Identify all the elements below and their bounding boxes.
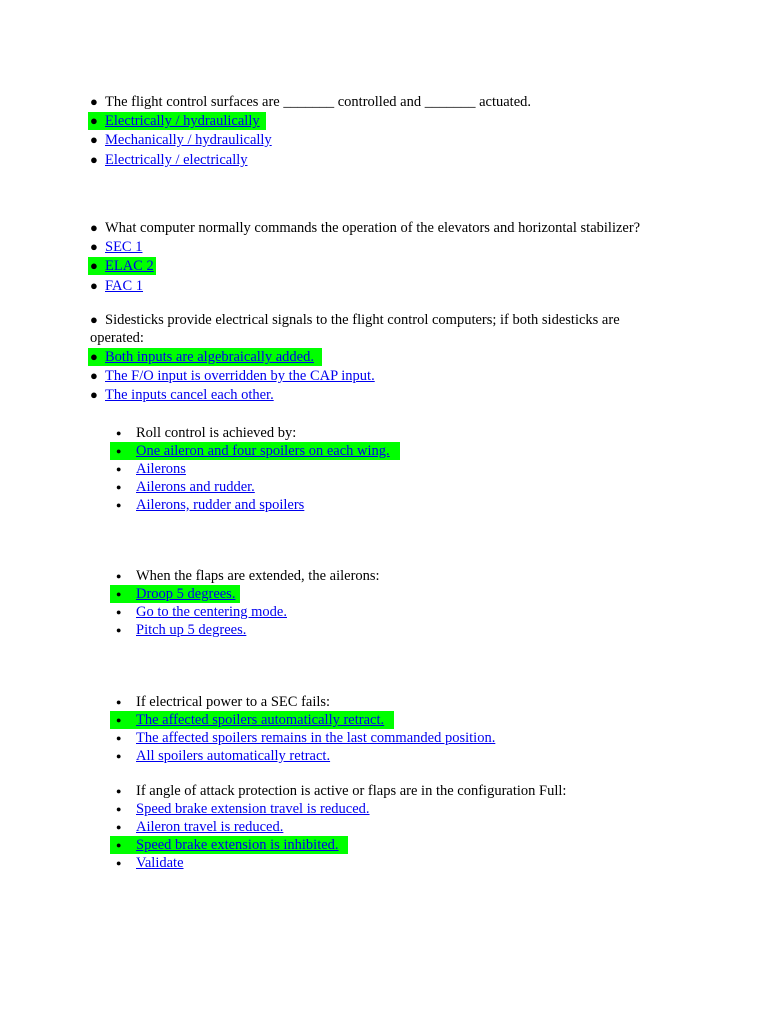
- question-3-text: Sidesticks provide electrical signals to the flight control computers; if both sidesticks are: [105, 312, 620, 328]
- question-1-text: The flight control surfaces are _______ controlled and _______ actuated.: [105, 94, 532, 110]
- answer-link[interactable]: Speed brake extension travel is reduced.: [136, 801, 370, 817]
- answer-link[interactable]: Ailerons, rudder and spoilers: [136, 497, 305, 513]
- answer-option[interactable]: [0, 729, 768, 747]
- answer-link[interactable]: Go to the centering mode.: [136, 604, 287, 620]
- bullet-icon: ●: [116, 804, 122, 814]
- bullet-icon: ●: [116, 428, 122, 438]
- answer-link[interactable]: Ailerons and rudder.: [136, 479, 255, 495]
- bullet-icon: ●: [116, 858, 122, 868]
- bullet-icon: ●: [116, 446, 122, 456]
- bullet-icon: ●: [116, 733, 122, 743]
- bullet-icon: ●: [90, 278, 98, 293]
- answer-link[interactable]: One aileron and four spoilers on each wing.: [136, 443, 390, 459]
- answer-option[interactable]: [0, 348, 768, 366]
- answer-option[interactable]: [0, 460, 768, 478]
- bullet-icon: ●: [90, 387, 98, 402]
- answer-option[interactable]: [0, 112, 768, 130]
- bullet-icon: ●: [116, 840, 122, 850]
- answer-option[interactable]: [0, 836, 768, 854]
- question-3-text-line2: operated:: [90, 330, 144, 346]
- question-4-text: Roll control is achieved by:: [136, 425, 297, 441]
- bullet-icon: ●: [90, 258, 98, 273]
- answer-link[interactable]: Both inputs are algebraically added.: [105, 349, 314, 365]
- answer-link[interactable]: Ailerons: [136, 461, 186, 477]
- answer-option[interactable]: [0, 711, 768, 729]
- answer-option[interactable]: [0, 131, 768, 149]
- question-7-text: If angle of attack protection is active or flaps are in the configuration Full:: [136, 783, 567, 799]
- answer-option[interactable]: [0, 151, 768, 169]
- bullet-icon: ●: [90, 220, 98, 235]
- answer-link[interactable]: Pitch up 5 degrees.: [136, 622, 247, 638]
- bullet-icon: ●: [90, 152, 98, 167]
- answer-link[interactable]: SEC 1: [105, 239, 143, 255]
- answer-option[interactable]: [0, 478, 768, 496]
- answer-option[interactable]: [0, 603, 768, 621]
- question-4: [0, 424, 768, 442]
- answer-option[interactable]: [0, 621, 768, 639]
- question-7: [0, 782, 768, 800]
- question-3-continued: [0, 329, 768, 347]
- answer-link[interactable]: FAC 1: [105, 278, 144, 294]
- answer-option[interactable]: [0, 367, 768, 385]
- question-2-text: What computer normally commands the operation of the elevators and horizontal stabilizer?: [105, 220, 641, 236]
- question-1: [0, 93, 768, 111]
- answer-option[interactable]: [0, 442, 768, 460]
- answer-link[interactable]: Validate: [136, 855, 184, 871]
- bullet-icon: ●: [90, 312, 98, 327]
- answer-option[interactable]: [0, 818, 768, 836]
- answer-link[interactable]: Speed brake extension is inhibited.: [136, 837, 339, 853]
- bullet-icon: ●: [116, 751, 122, 761]
- answer-option[interactable]: [0, 585, 768, 603]
- question-6: [0, 693, 768, 711]
- answer-link[interactable]: Aileron travel is reduced.: [136, 819, 284, 835]
- question-5-text: When the flaps are extended, the ailerons:: [136, 568, 380, 584]
- bullet-icon: ●: [90, 113, 98, 128]
- answer-option[interactable]: [0, 277, 768, 295]
- bullet-icon: ●: [116, 697, 122, 707]
- answer-option[interactable]: [0, 854, 768, 872]
- bullet-icon: ●: [90, 368, 98, 383]
- bullet-icon: ●: [116, 464, 122, 474]
- answer-option[interactable]: [0, 496, 768, 514]
- question-2: [0, 219, 768, 237]
- bullet-icon: ●: [116, 589, 122, 599]
- answer-link[interactable]: The F/O input is overridden by the CAP input.: [105, 368, 375, 384]
- answer-link[interactable]: ELAC 2: [105, 258, 154, 274]
- answer-link[interactable]: The affected spoilers automatically retract.: [136, 712, 385, 728]
- answer-link[interactable]: The inputs cancel each other.: [105, 387, 274, 403]
- answer-option[interactable]: [0, 747, 768, 765]
- bullet-icon: ●: [116, 607, 122, 617]
- bullet-icon: ●: [116, 822, 122, 832]
- answer-option[interactable]: [0, 257, 768, 275]
- bullet-icon: ●: [90, 132, 98, 147]
- bullet-icon: ●: [116, 500, 122, 510]
- answer-link[interactable]: Electrically / electrically: [105, 152, 248, 168]
- answer-link[interactable]: All spoilers automatically retract.: [136, 748, 331, 764]
- bullet-icon: ●: [116, 625, 122, 635]
- bullet-icon: ●: [116, 715, 122, 725]
- answer-link[interactable]: Droop 5 degrees.: [136, 586, 236, 602]
- question-6-text: If electrical power to a SEC fails:: [136, 694, 331, 710]
- bullet-icon: ●: [116, 571, 122, 581]
- answer-option[interactable]: [0, 800, 768, 818]
- bullet-icon: ●: [90, 94, 98, 109]
- bullet-icon: ●: [116, 482, 122, 492]
- bullet-icon: ●: [90, 239, 98, 254]
- bullet-icon: ●: [90, 349, 98, 364]
- bullet-icon: ●: [116, 786, 122, 796]
- question-5: [0, 567, 768, 585]
- answer-link[interactable]: Electrically / hydraulically: [105, 113, 260, 129]
- answer-option[interactable]: [0, 386, 768, 404]
- answer-option[interactable]: [0, 238, 768, 256]
- answer-link[interactable]: Mechanically / hydraulically: [105, 132, 272, 148]
- answer-link[interactable]: The affected spoilers remains in the last commanded position.: [136, 730, 496, 746]
- question-3: [0, 311, 768, 329]
